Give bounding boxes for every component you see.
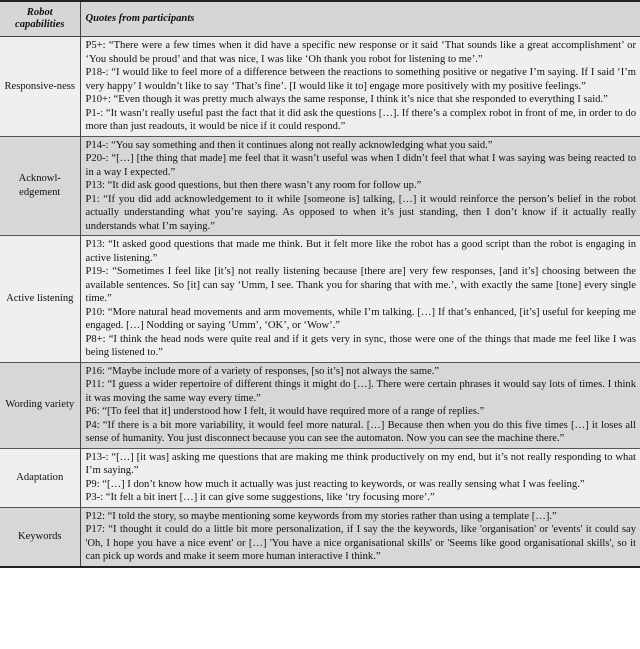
quotes-cell — [80, 236, 640, 363]
quote: P1: “If you did add acknowledgement to it while [someone is] talking, […] it would reinforce the person’s belief in the robot actually understanding what you’re saying. As opposed to when it’s just standing, then I don’t know if it actually really understands what I’m saying.” — [85, 193, 636, 232]
quotes-cell — [80, 362, 640, 448]
quote: P8+: “I think the head nods were quite real and if it gets very in sync, those were one of the things that made me feel like I was being listened to.” — [85, 333, 636, 358]
quote: P13-: “[…] [it was] asking me questions that are making me think productively on my end, but it’s not really responding to what I’m saying.” — [85, 451, 636, 476]
quote: P13: “It asked good questions that made me think. But it felt more like the robot has a good script than the robot is engaging in active listening.” — [85, 239, 636, 264]
column-header-quotes: Quotes from participants — [80, 1, 640, 37]
quote: P16: “Maybe include more of a variety of responses, [so it’s] not always the same.” — [85, 365, 440, 377]
quotes-cell — [80, 136, 640, 236]
capability-cell: Adaptation — [0, 448, 80, 507]
capability-cell: Keywords — [0, 507, 80, 567]
quote: P10: “More natural head movements and arm movements, while I’m talking. […] If that’s enhanced, [it’s] useful for keeping me engaged. […] Nodding or saying ‘Umm’, ‘OK’, or ‘Wow’.” — [85, 306, 636, 331]
quote: P11: “I guess a wider repertoire of different things it might do […]. There were certain phrases it would say lots of times. I think it was moving the same way every time.” — [85, 379, 636, 404]
capability-cell: Acknowl-edgement — [0, 136, 80, 236]
capability-cell: Wording variety — [0, 362, 80, 448]
table-row-acknowledgement — [0, 136, 640, 236]
table-row-keywords — [0, 507, 640, 567]
quote: P3-: “It felt a bit inert […] it can give some suggestions, like ‘try focusing more’.” — [85, 492, 435, 503]
quote: P20-: “[…] [the thing that made] me feel that it wasn’t useful was when I didn’t feel that what I was saying was being reacted to in a way I expected.” — [85, 153, 636, 178]
quote: P6: “[To feel that it] understood how I felt, it would have required more of a range of replies.” — [85, 406, 485, 417]
capability-cell: Responsive-ness — [0, 37, 80, 137]
quote: P1-: “It wasn’t really useful past the fact that it did ask the questions […]. If there’s a complex robot in front of me, in order to do more than just readouts, it would be nice if it could respond.” — [85, 107, 636, 132]
table-row-responsiveness — [0, 37, 640, 137]
quote: P10+: “Even though it was pretty much always the same response, I think it’s nice that she responded to everything I said.” — [85, 94, 608, 105]
quotes-cell — [80, 448, 640, 507]
quote: P19-: “Sometimes I feel like [it’s] not really listening because [there are] very few responses, [and it’s] choosing between the available sentences. So [it] can say ‘Umm, I see. Thank you for sharing that with me.’, with exactly the same [tone] every single time.” — [85, 266, 636, 304]
table-row-adaptation — [0, 448, 640, 507]
quote: P14-: “You say something and then it continues along not really acknowledging what you said.” — [85, 139, 493, 151]
table-row-active-listening — [0, 236, 640, 363]
quote: P12: “I told the story, so maybe mentioning some keywords from my stories rather than using a template […].” — [85, 510, 557, 522]
quote: P13: “It did ask good questions, but then there wasn’t any room for follow up.” — [85, 180, 422, 191]
column-header-robot-capabilities: Robot capabilities — [0, 1, 80, 37]
quote: P5+: “There were a few times when it did have a specific new response or it said ‘That sounds like a great accomplishment’ or ‘You should be proud’ and that was nice, I was like ‘Oh thank you robot for listening to me’.” — [85, 40, 636, 65]
quotes-cell — [80, 37, 640, 137]
quotes-cell — [80, 507, 640, 567]
table-header-row — [0, 1, 640, 37]
capability-cell: Active listening — [0, 236, 80, 363]
table-row-wording-variety — [0, 362, 640, 448]
quote: P4: “If there is a bit more variability, it would feel more natural. […] Because then when you do this five times […] it loses all sense of humanity. You just disconnect because you can see the automaton. Now you can see the machine there.” — [85, 419, 636, 444]
quote: P18-: “I would like to feel more of a difference between the reactions to something positive or negative I’m saying. If I said ‘I’m very happy’ I wouldn’t like to say ‘That’s fine’. [I would like it to] engage more positively with my positive feelings.” — [85, 67, 636, 92]
quote: P9: “[…] I don’t know how much it actually was just reacting to keywords, or was really sensing what I was feeling.” — [85, 478, 585, 490]
quote: P17: “I thought it could do a little bit more personalization, if I say the the keywords, like 'organisation' or 'events' it could say 'Oh, I hope you have a nice event' or […] 'You have a nice organisational skills' or 'Seems like good organisational skills', so it can pick up words and make it seem more human interactive I think.” — [85, 524, 636, 562]
